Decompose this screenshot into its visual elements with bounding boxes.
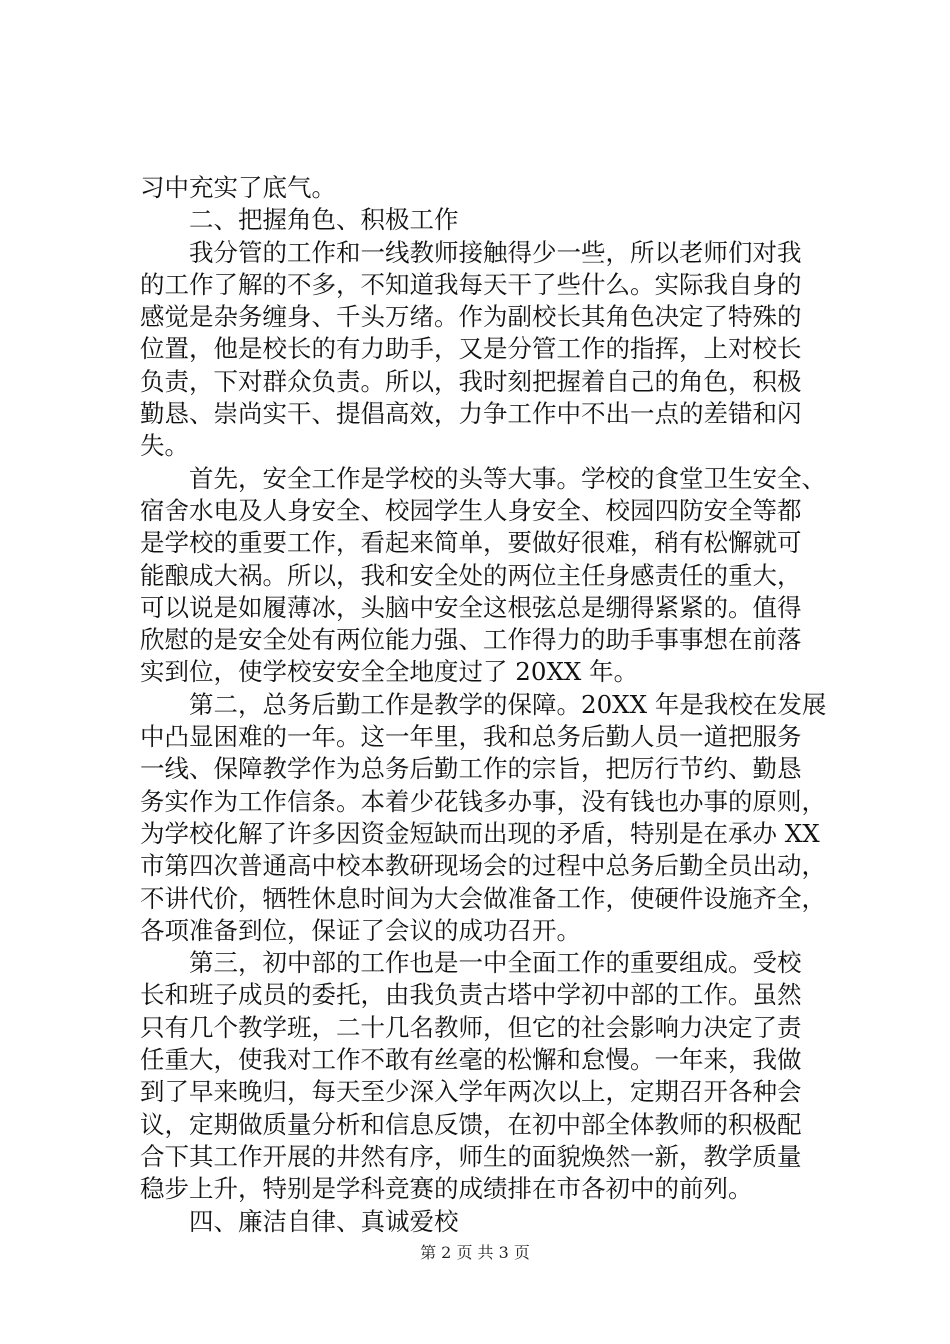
document-body xyxy=(140,172,830,1238)
text-line: 稳步上升，特别是学科竞赛的成绩排在市各初中的前列。 xyxy=(140,1174,753,1204)
text-line: 是学校的重要工作，看起来简单，要做好很难，稍有松懈就可 xyxy=(140,528,802,558)
text-line: 任重大，使我对工作不敢有丝毫的松懈和怠慢。一年来，我做 xyxy=(140,1045,802,1075)
text-line: 首先，安全工作是学校的头等大事。学校的食堂卫生安全、 xyxy=(189,463,826,493)
text-line: 到了早来晚归，每天至少深入学年两次以上，定期召开各种会 xyxy=(140,1077,802,1107)
text-line: 一线、保障教学作为总务后勤工作的宗旨，把厉行节约、勤恳 xyxy=(140,754,802,784)
text-line: 欣慰的是安全处有两位能力强、工作得力的助手事事想在前落 xyxy=(140,625,802,655)
text-line: 不讲代价，牺牲休息时间为大会做准备工作，使硬件设施齐全， xyxy=(140,883,826,913)
text-line: 只有几个教学班，二十几名教师，但它的社会影响力决定了责 xyxy=(140,1012,802,1042)
text-line: 失。 xyxy=(140,431,189,461)
section-heading: 四、廉洁自律、真诚爱校 xyxy=(189,1206,459,1236)
text-line: 议，定期做质量分析和信息反馈，在初中部全体教师的积极配 xyxy=(140,1109,802,1139)
text-line: 的工作了解的不多，不知道我每天干了些什么。实际我自身的 xyxy=(140,269,802,299)
text-line: 中凸显困难的一年。这一年里，我和总务后勤人员一道把服务 xyxy=(140,722,802,752)
text-line: 长和班子成员的委托，由我负责古塔中学初中部的工作。虽然 xyxy=(140,980,802,1010)
text-line: 第三，初中部的工作也是一中全面工作的重要组成。受校 xyxy=(189,948,802,978)
text-line: 可以说是如履薄冰，头脑中安全这根弦总是绷得紧紧的。值得 xyxy=(140,592,802,622)
text-line: 务实作为工作信条。本着少花钱多办事，没有钱也办事的原则， xyxy=(140,786,826,816)
text-line: 宿舍水电及人身安全、校园学生人身安全、校园四防安全等都 xyxy=(140,495,802,525)
text-line: 负责，下对群众负责。所以，我时刻把握着自己的角色，积极 xyxy=(140,366,802,396)
text-line: 能酿成大祸。所以，我和安全处的两位主任身感责任的重大， xyxy=(140,560,802,590)
text-line: 合下其工作开展的井然有序，师生的面貌焕然一新，教学质量 xyxy=(140,1141,802,1171)
text-line: 为学校化解了许多因资金短缺而出现的矛盾，特别是在承办 XX xyxy=(140,818,820,848)
text-line: 勤恳、崇尚实干、提倡高效，力争工作中不出一点的差错和闪 xyxy=(140,399,802,429)
text-line: 市第四次普通高中校本教研现场会的过程中总务后勤全员出动， xyxy=(140,851,826,881)
text-line: 感觉是杂务缠身、千头万绪。作为副校长其角色决定了特殊的 xyxy=(140,302,802,332)
page-number-footer: 第 2 页 共 3 页 xyxy=(420,1243,530,1262)
text-line: 各项准备到位，保证了会议的成功召开。 xyxy=(140,915,581,945)
text-line: 第二，总务后勤工作是教学的保障。20XX 年是我校在发展 xyxy=(189,689,827,719)
section-heading: 二、把握角色、积极工作 xyxy=(189,205,459,235)
text-line: 习中充实了底气。 xyxy=(140,173,336,202)
text-line: 我分管的工作和一线教师接触得少一些，所以老师们对我 xyxy=(189,237,802,267)
text-line: 位置，他是校长的有力助手，又是分管工作的指挥，上对校长 xyxy=(140,334,802,364)
text-line: 实到位，使学校安安全全地度过了 20XX 年。 xyxy=(140,657,639,687)
